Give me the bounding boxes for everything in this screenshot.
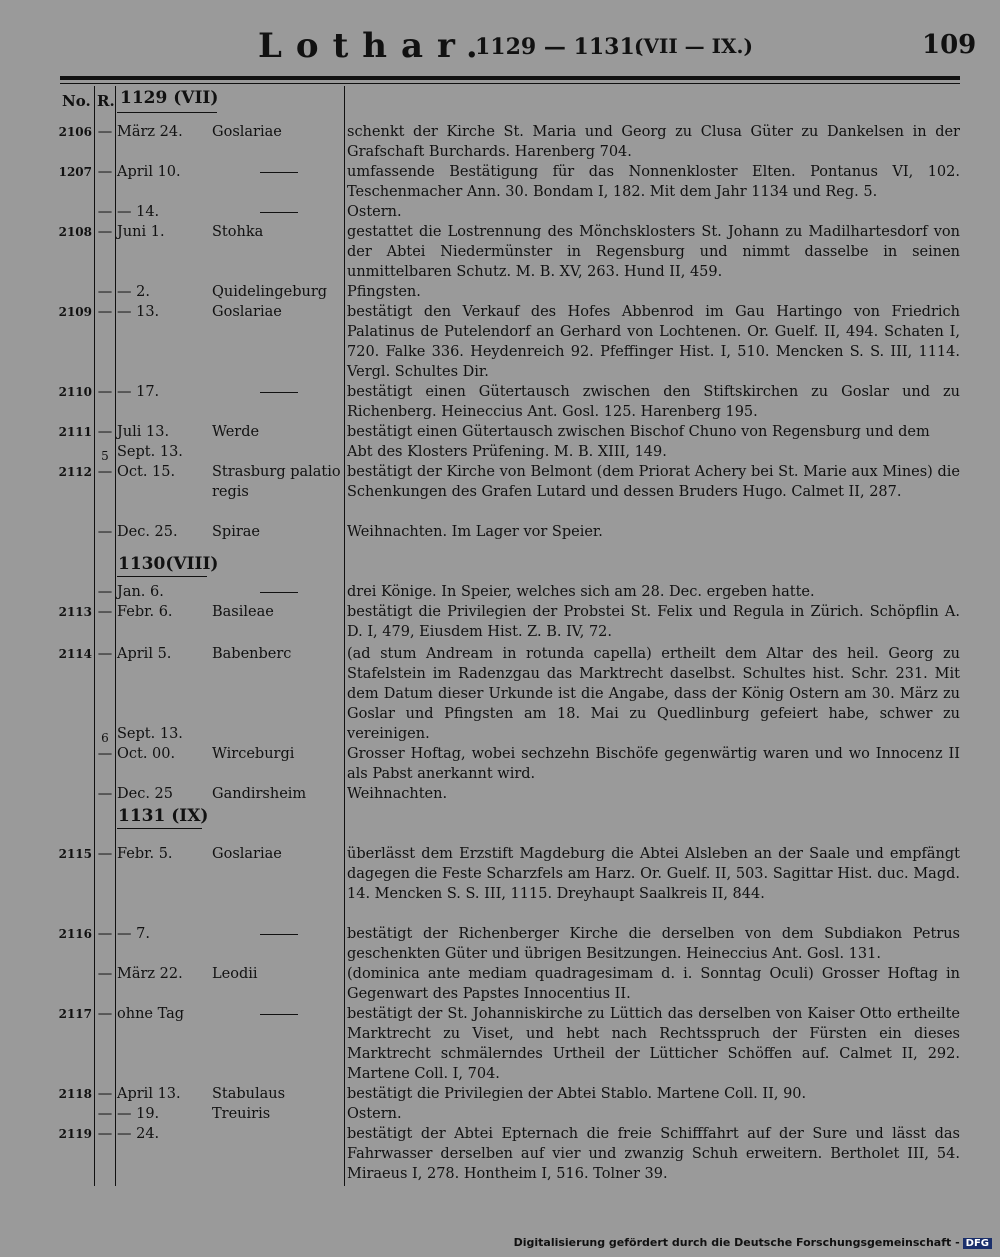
r-marker: —	[97, 926, 113, 942]
r-marker: —	[97, 1086, 113, 1102]
footer-text: Digitalisierung gefördert durch die Deutsche Forschungsgemeinschaft -	[513, 1236, 960, 1249]
page-number: 109	[922, 30, 977, 60]
entry-number: 2118	[58, 1087, 92, 1101]
page-header	[0, 26, 1000, 70]
entry-date: Febr. 5.	[117, 846, 173, 862]
entry-date: Febr. 6.	[117, 604, 173, 620]
entry-date: — 17.	[117, 384, 160, 400]
r-marker: —	[97, 464, 113, 480]
running-title: Lothar.	[258, 26, 492, 66]
year-header-1131: 1131 (IX)	[118, 806, 209, 826]
entry-date: Dec. 25.	[117, 524, 178, 540]
entry-date: Juni 1.	[117, 224, 165, 240]
r-marker: —	[97, 1126, 113, 1142]
entry-number: 2109	[58, 305, 92, 319]
entry-text: Pfingsten.	[347, 284, 421, 300]
year-underline	[117, 828, 202, 829]
entry-date: — 24.	[117, 1126, 160, 1142]
entry-number: 2112	[58, 465, 92, 479]
r-marker: —	[97, 424, 113, 440]
ditto-dash	[212, 162, 342, 182]
entry-date: ohne Tag	[117, 1006, 185, 1022]
r-marker: —	[97, 966, 113, 982]
reign-years: (VII — IX.)	[634, 34, 753, 58]
entry-text: bestätigt der Richenberger Kirche die derselben von dem Subdiakon Petrus geschenkten Güter und übrigen Besitzungen. Heineccius Ant. Gosl. 131.	[347, 926, 960, 962]
entry-text: Ostern.	[347, 204, 402, 220]
r-marker: —	[97, 746, 113, 762]
entry-place: Gandirsheim	[212, 786, 307, 802]
entry-date: März 22.	[117, 966, 183, 982]
r-marker: 5	[101, 449, 109, 463]
entry-place: Leodii	[212, 966, 258, 982]
entry-text: Ostern.	[347, 1106, 402, 1122]
year-header-1130: 1130(VIII)	[118, 554, 219, 574]
entry-date: — 14.	[117, 204, 160, 220]
entry-text: schenkt der Kirche St. Maria und Georg zu Clusa Güter zu Dankelsen in der Grafschaft Burchards. Harenberg 704.	[347, 124, 960, 160]
entry-number: 2110	[58, 385, 92, 399]
entry-place: Babenberc	[212, 646, 292, 662]
r-marker: —	[97, 524, 113, 540]
entry-number: 2116	[58, 927, 92, 941]
r-marker: —	[97, 604, 113, 620]
entry-number: 2115	[58, 847, 92, 861]
column-divider	[344, 86, 345, 1186]
entry-place: Werde	[212, 424, 260, 440]
entry-place: Strasburg palatio regis	[212, 464, 341, 500]
column-header-r: R.	[97, 92, 115, 110]
entry-text: Weihnachten.	[347, 786, 448, 802]
entry-number: 2117	[58, 1007, 92, 1021]
entry-date: Sept. 13.	[117, 726, 183, 742]
entry-date: Oct. 15.	[117, 464, 176, 480]
entry-text: (ad stum Andream in rotunda capella) ertheilt dem Altar des heil. Georg zu Stafelstein im Radenzgau das Marktrecht daselbst. Schultes hist. Schr. 231. Mit dem Datum dieser Urkunde ist die Angabe, dass der König Ostern am 30. März zu Goslar und Pfingsten am 18. Mai zu Quedlinburg gefeiert habe, schwer zu vereinigen.	[347, 646, 960, 742]
entry-text: bestätigt die Privilegien der Abtei Stablo. Martene Coll. II, 90.	[347, 1086, 807, 1102]
entry-place: Goslariae	[212, 846, 282, 862]
entry-date: — 2.	[117, 284, 150, 300]
r-marker: —	[97, 384, 113, 400]
entry-place: Treuiris	[212, 1106, 271, 1122]
r-marker: 6	[101, 731, 109, 745]
entry-text: umfassende Bestätigung für das Nonnenkloster Elten. Pontanus VI, 102. Teschenmacher Ann. 30. Bondam I, 182. Mit dem Jahr 1134 und Reg. 5.	[347, 164, 960, 200]
entry-place: Stohka	[212, 224, 264, 240]
entry-text: Grosser Hoftag, wobei sechzehn Bischöfe gegenwärtig waren und wo Innocenz II als Pabst anerkannt wird.	[347, 746, 960, 782]
entry-text: gestattet die Lostrennung des Mönchsklosters St. Johann zu Madilhartesdorf von der Abtei Niedermünster in Regensburg und nimmt dasselbe in seinen unmittelbaren Schutz. M. B. XV, 263. Hund II, 459.	[347, 224, 960, 280]
entry-place: Basileae	[212, 604, 274, 620]
year-underline	[117, 576, 207, 577]
entry-date: Sept. 13.	[117, 444, 183, 460]
entry-place: Goslariae	[212, 304, 282, 320]
dfg-logo: DFG	[963, 1238, 992, 1249]
entry-date: Oct. 00.	[117, 746, 176, 762]
r-marker: —	[97, 846, 113, 862]
entry-place: Wirceburgi	[212, 746, 295, 762]
entry-text: bestätigt einen Gütertausch zwischen den Stiftskirchen zu Goslar und zu Richenberg. Heineccius Ant. Gosl. 125. Harenberg 195.	[347, 384, 960, 420]
entry-text: drei Könige. In Speier, welches sich am 28. Dec. ergeben hatte.	[347, 584, 815, 600]
ditto-dash	[212, 924, 342, 944]
entry-text: bestätigt der St. Johanniskirche zu Lüttich das derselben von Kaiser Otto ertheilte Marktrecht zu Viset, und hebt nach Rechtsspruch der Fürsten ein dieses Marktrecht schmälerndes Urtheil der Lütticher Schöffen auf. Calmet II, 292. Martene Coll. I, 704.	[347, 1006, 960, 1082]
entry-text: überlässt dem Erzstift Magdeburg die Abtei Alsleben an der Saale und empfängt dagegen die Feste Scharzfels am Harz. Or. Guelf. II, 503. Sagittar Hist. duc. Magd. 14. Mencken S. S. III, 1115. Dreyhaupt Saalkreis II, 844.	[347, 846, 960, 902]
entry-text: bestätigt einen Gütertausch zwischen Bischof Chuno von Regensburg und dem	[347, 424, 930, 440]
ditto-dash	[212, 582, 342, 602]
entry-number: 2113	[58, 605, 92, 619]
entry-place: Spirae	[212, 524, 261, 540]
footer-credit	[514, 1236, 992, 1249]
entry-date: Jan. 6.	[117, 584, 164, 600]
ditto-dash	[212, 1004, 342, 1024]
entry-number: 2106	[58, 125, 92, 139]
ditto-dash	[212, 382, 342, 402]
entry-number: 2111	[58, 425, 92, 439]
r-marker: —	[97, 204, 113, 220]
entry-date: März 24.	[117, 124, 183, 140]
entry-text: bestätigt der Kirche von Belmont (dem Priorat Achery bei St. Marie aux Mines) die Schenkungen des Grafen Lutard und dessen Bruders Hugo. Calmet II, 287.	[347, 464, 960, 500]
entry-date: Dec. 25	[117, 786, 173, 802]
year-range: 1129 — 1131.	[475, 34, 643, 60]
entry-text: (dominica ante mediam quadragesimam d. i. Sonntag Oculi) Grosser Hoftag in Gegenwart des Papstes Innocentius II.	[347, 966, 960, 1002]
r-marker: —	[97, 584, 113, 600]
r-marker: —	[97, 1106, 113, 1122]
entry-number: 1207	[58, 165, 92, 179]
entry-date: — 13.	[117, 304, 160, 320]
column-divider	[94, 86, 95, 1186]
entry-text: bestätigt die Privilegien der Probstei St. Felix und Regula in Zürich. Schöpflin A. D. I, 479, Eiusdem Hist. Z. B. IV, 72.	[347, 604, 960, 640]
header-rule-thin	[60, 83, 960, 84]
r-marker: —	[97, 124, 113, 140]
r-marker: —	[97, 224, 113, 240]
r-marker: —	[97, 284, 113, 300]
entry-number: 2114	[58, 647, 92, 661]
r-marker: —	[97, 304, 113, 320]
entry-date: Juli 13.	[117, 424, 170, 440]
r-marker: —	[97, 164, 113, 180]
entry-date: April 5.	[117, 646, 172, 662]
entry-place: Goslariae	[212, 124, 282, 140]
year-underline	[117, 112, 217, 113]
r-marker: —	[97, 786, 113, 802]
entry-place: Quidelingeburg	[212, 284, 328, 300]
r-marker: —	[97, 1006, 113, 1022]
header-rule-thick	[60, 76, 960, 80]
entry-date: April 13.	[117, 1086, 181, 1102]
column-header-no: No.	[62, 92, 91, 110]
entry-number: 2108	[58, 225, 92, 239]
r-marker: —	[97, 646, 113, 662]
entry-number: 2119	[58, 1127, 92, 1141]
entry-text: bestätigt den Verkauf des Hofes Abbenrod im Gau Hartingo von Friedrich Palatinus de Putelendorf an Gerhard von Lochtenen. Or. Guelf. II, 494. Schaten I, 720. Falke 336. Heydenreich 92. Pfeffinger Hist. I, 510. Mencken S. S. III, 1114. Vergl. Schultes Dir.	[347, 304, 960, 380]
entry-text: Abt des Klosters Prüfening. M. B. XIII, 149.	[347, 444, 667, 460]
column-divider	[115, 86, 116, 1186]
entry-place: Stabulaus	[212, 1086, 286, 1102]
entry-text: Weihnachten. Im Lager vor Speier.	[347, 524, 603, 540]
entry-date: — 7.	[117, 926, 150, 942]
entry-date: April 10.	[117, 164, 181, 180]
ditto-dash	[212, 202, 342, 222]
entry-text: bestätigt der Abtei Epternach die freie Schifffahrt auf der Sure und lässt das Fahrwasser derselben auf vier und zwanzig Schuh erweitern. Bertholet III, 54. Miraeus I, 278. Hontheim I, 516. Tolner 39.	[347, 1126, 960, 1182]
year-header-1129: 1129 (VII)	[120, 88, 219, 108]
entry-date: — 19.	[117, 1106, 160, 1122]
